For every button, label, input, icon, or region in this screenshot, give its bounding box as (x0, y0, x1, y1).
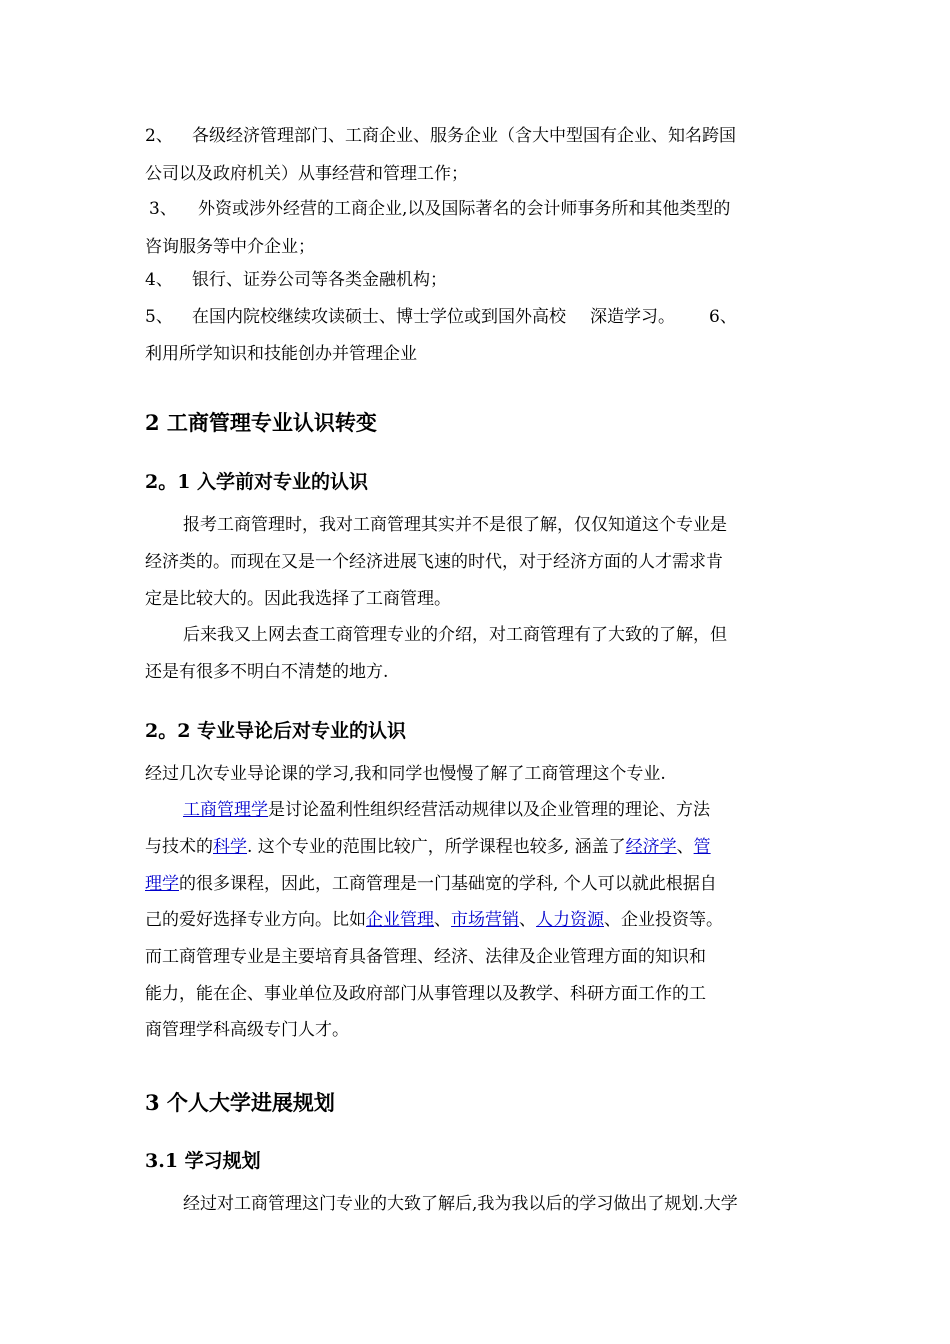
link-qiye-guanli[interactable]: 企业管理 (366, 910, 434, 930)
list-item-3 (149, 197, 730, 221)
list-text-b: 深造学习。 (590, 307, 675, 327)
list-item-6: 利用所学知识和技能创办并管理企业 (145, 344, 417, 364)
list-number: 4、 (145, 270, 173, 290)
link-gongshang-guanlixue[interactable]: 工商管理学 (183, 800, 268, 820)
list-item-4 (145, 268, 447, 292)
paragraph-line: 定是比较大的。因此我选择了工商管理。 (145, 589, 451, 609)
paragraph-line (183, 798, 710, 822)
list-text: 在国内院校继续攻读硕士、博士学位或到国外高校 (192, 307, 566, 327)
link-jingjixue[interactable]: 经济学 (625, 837, 677, 857)
list-number: 6、 (709, 307, 737, 327)
paragraph-line: 报考工商管理时，我对工商管理其实并不是很了解，仅仅知道这个专业是 (183, 515, 727, 535)
paragraph-line: 而工商管理专业是主要培育具备管理、经济、法律及企业管理方面的知识和 (145, 947, 706, 967)
paragraph-line: 经济类的。而现在又是一个经济进展飞速的时代，对于经济方面的人才需求肯 (145, 552, 723, 572)
paragraph-line: 后来我又上网去查工商管理专业的介绍，对工商管理有了大致的了解，但 (183, 625, 727, 645)
list-item-3-cont: 咨询服务等中介企业； (145, 237, 315, 257)
link-kexue[interactable]: 科学 (213, 837, 247, 857)
paragraph-text: 、企业投资等。 (604, 910, 723, 930)
separator: 、 (676, 837, 694, 857)
list-number: 5、 (145, 307, 173, 327)
link-guanlixue-cont[interactable]: 理学 (145, 874, 179, 894)
list-text: 各级经济管理部门、工商企业、服务企业（含大中型国有企业、知名跨国 (192, 126, 736, 146)
paragraph-line: 还是有很多不明白不清楚的地方. (145, 662, 389, 682)
list-item-2-cont: 公司以及政府机关）从事经营和管理工作； (145, 164, 468, 184)
link-guanlixue[interactable]: 管 (693, 837, 711, 857)
section-heading: 3 个人大学进展规划 (145, 1090, 335, 1115)
list-text: 外资或涉外经营的工商企业,以及国际著名的会计师事务所和其他类型的 (198, 199, 731, 219)
list-number: 2、 (145, 126, 173, 146)
list-item-2 (145, 124, 736, 148)
link-renli-ziyuan[interactable]: 人力资源 (536, 910, 604, 930)
paragraph-line: 能力，能在企、事业单位及政府部门从事管理以及教学、科研方面工作的工 (145, 984, 706, 1004)
separator: 、 (434, 910, 451, 930)
paragraph-text: 与技术的 (145, 837, 213, 857)
separator: 、 (519, 910, 536, 930)
section-heading: 2 工商管理专业认识转变 (145, 410, 377, 435)
paragraph-line: 商管理学科高级专门人才。 (145, 1020, 349, 1040)
paragraph-text: . 这个专业的范围比较广，所学课程也较多, 涵盖了 (247, 837, 626, 857)
paragraph-line (145, 872, 717, 896)
paragraph-line (145, 908, 723, 932)
list-number: 3、 (149, 199, 177, 219)
paragraph-line (145, 835, 711, 859)
paragraph-line: 经过对工商管理这门专业的大致了解后,我为我以后的学习做出了规划.大学 (183, 1194, 738, 1214)
list-text: 银行、证券公司等各类金融机构； (192, 270, 447, 290)
subsection-heading: 2。1 入学前对专业的认识 (145, 471, 369, 493)
paragraph-line: 经过几次专业导论课的学习,我和同学也慢慢了解了工商管理这个专业. (145, 764, 666, 784)
list-item-5 (145, 305, 737, 329)
subsection-heading: 2。2 专业导论后对专业的认识 (145, 720, 407, 742)
paragraph-text: 己的爱好选择专业方向。比如 (145, 910, 366, 930)
paragraph-text: 是讨论盈利性组织经营活动规律以及企业管理的理论、方法 (268, 800, 710, 820)
paragraph-text: 的很多课程，因此，工商管理是一门基础宽的学科, 个人可以就此根据自 (179, 874, 717, 894)
subsection-heading: 3.1 学习规划 (145, 1150, 261, 1172)
link-shichang-yingxiao[interactable]: 市场营销 (451, 910, 519, 930)
